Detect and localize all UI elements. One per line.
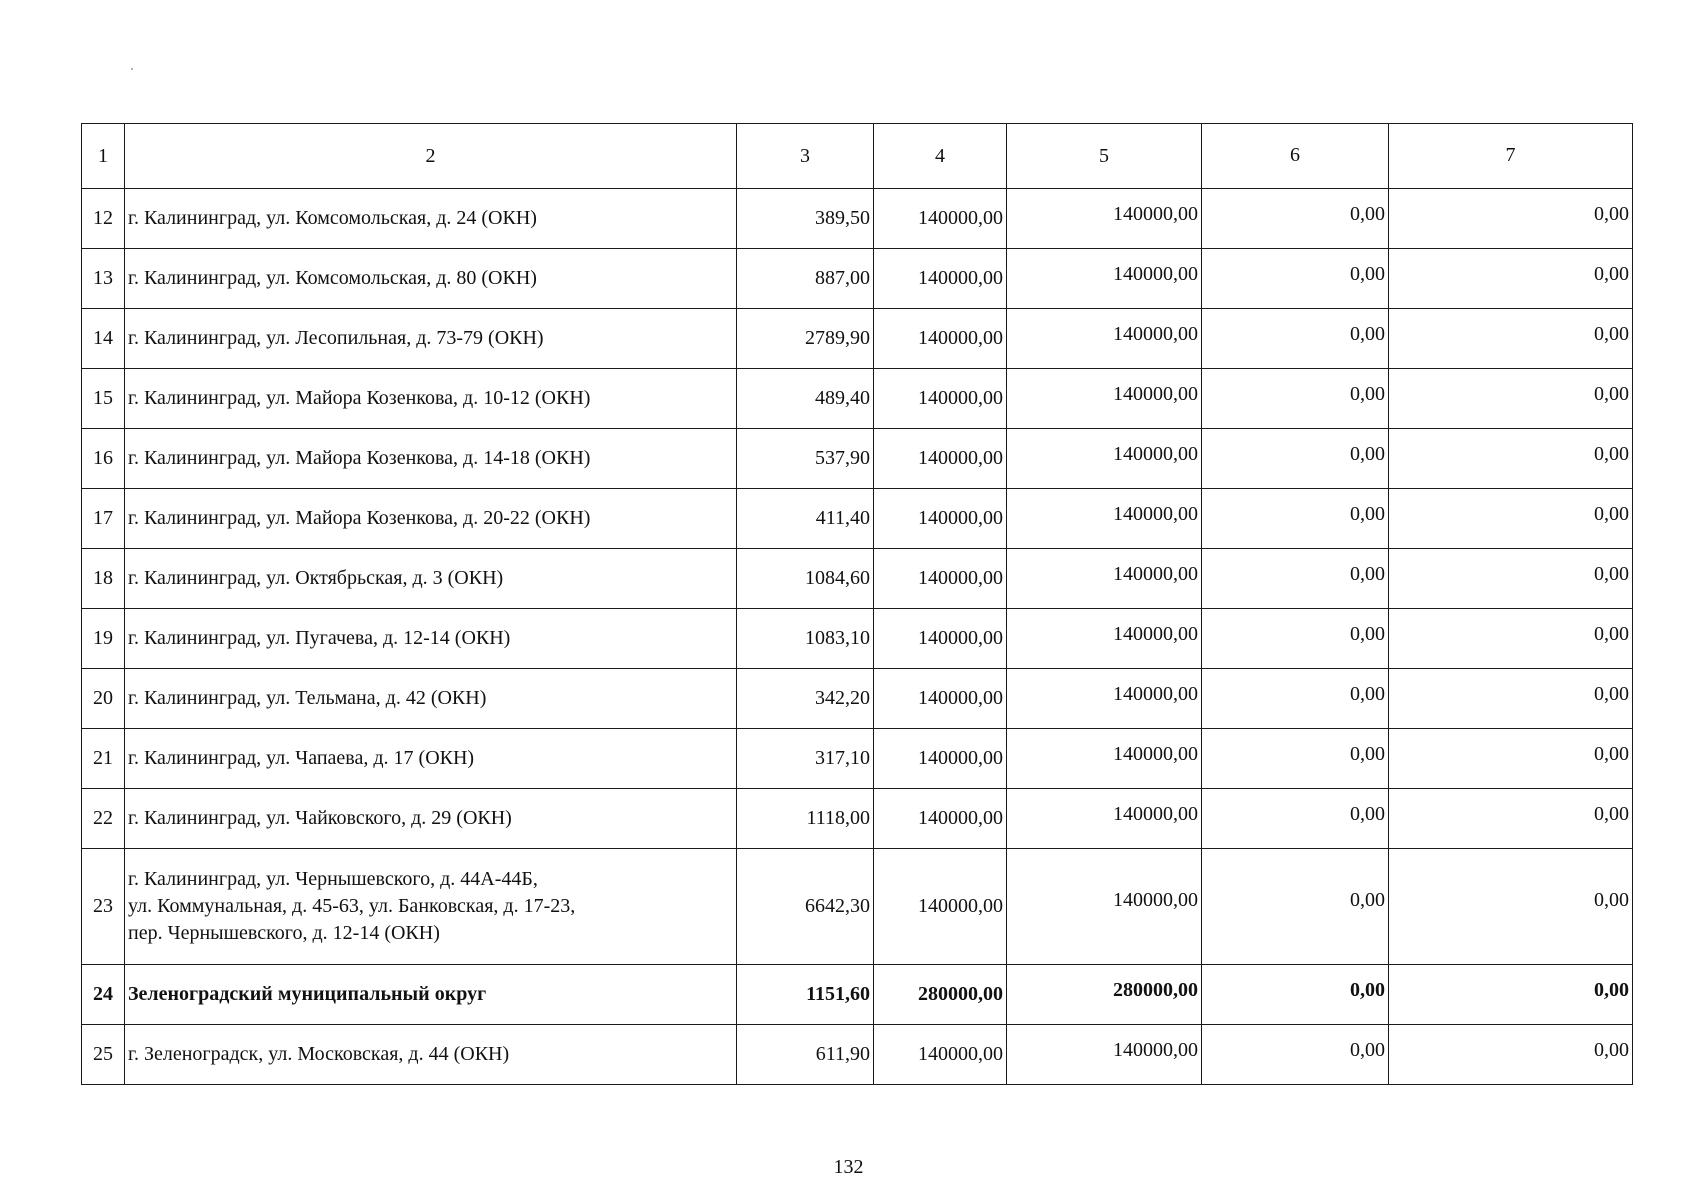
- amount-cell: 140000,00: [874, 429, 1007, 489]
- amount-cell: 140000,00: [1007, 729, 1202, 789]
- table-row: [82, 549, 1633, 609]
- amount-cell: 140000,00: [1007, 249, 1202, 309]
- address-line: ул. Коммунальная, д. 45-63, ул. Банковская, д. 17-23,: [128, 895, 576, 917]
- amount-cell: 0,00: [1202, 309, 1389, 369]
- row-number-cell: 12: [82, 189, 125, 249]
- header-cell: 6: [1202, 124, 1389, 189]
- amount-cell: 0,00: [1202, 249, 1389, 309]
- table-body: [82, 124, 1633, 1085]
- address-line: пер. Чернышевского, д. 12-14 (ОКН): [128, 922, 440, 944]
- row-number-cell: 23: [82, 849, 125, 965]
- amount-cell: 0,00: [1389, 789, 1633, 849]
- table-row: [82, 369, 1633, 429]
- amount-cell: 140000,00: [874, 549, 1007, 609]
- address-line: г. Калининград, ул. Комсомольская, д. 80 (ОКН): [128, 267, 537, 289]
- amount-cell: 280000,00: [874, 965, 1007, 1025]
- table-row: [82, 189, 1633, 249]
- table-row: [82, 609, 1633, 669]
- amount-cell: 0,00: [1202, 189, 1389, 249]
- amount-cell: 0,00: [1202, 609, 1389, 669]
- header-row: [82, 124, 1633, 189]
- row-number-cell: 18: [82, 549, 125, 609]
- amount-cell: 140000,00: [1007, 1025, 1202, 1085]
- row-number-cell: 16: [82, 429, 125, 489]
- table-row: [82, 249, 1633, 309]
- address-cell: [125, 1025, 737, 1085]
- amount-cell: 0,00: [1202, 489, 1389, 549]
- amount-cell: 140000,00: [874, 1025, 1007, 1085]
- area-cell: 1151,60: [737, 965, 874, 1025]
- header-cell: 1: [82, 124, 125, 189]
- header-cell: 5: [1007, 124, 1202, 189]
- amount-cell: 140000,00: [874, 669, 1007, 729]
- amount-cell: 140000,00: [1007, 789, 1202, 849]
- amount-cell: 140000,00: [1007, 369, 1202, 429]
- table-row: [82, 789, 1633, 849]
- amount-cell: 0,00: [1202, 965, 1389, 1025]
- table-row: [82, 849, 1633, 965]
- scan-speck: [131, 68, 133, 70]
- area-cell: 1084,60: [737, 549, 874, 609]
- area-cell: 1118,00: [737, 789, 874, 849]
- table-row: [82, 965, 1633, 1025]
- address-cell: [125, 309, 737, 369]
- amount-cell: 0,00: [1389, 549, 1633, 609]
- amount-cell: 140000,00: [874, 729, 1007, 789]
- row-number-cell: 24: [82, 965, 125, 1025]
- amount-cell: 140000,00: [1007, 429, 1202, 489]
- header-cell: 3: [737, 124, 874, 189]
- amount-cell: 280000,00: [1007, 965, 1202, 1025]
- amount-cell: 0,00: [1389, 309, 1633, 369]
- amount-cell: 140000,00: [874, 369, 1007, 429]
- address-cell: [125, 669, 737, 729]
- row-number-cell: 19: [82, 609, 125, 669]
- area-cell: 6642,30: [737, 849, 874, 965]
- row-number-cell: 13: [82, 249, 125, 309]
- amount-cell: 0,00: [1202, 729, 1389, 789]
- amount-cell: 0,00: [1389, 189, 1633, 249]
- address-line: г. Калининград, ул. Чернышевского, д. 44А-44Б,: [128, 868, 538, 890]
- amount-cell: 0,00: [1389, 669, 1633, 729]
- address-line: г. Калининград, ул. Лесопильная, д. 73-79 (ОКН): [128, 327, 544, 349]
- table-row: [82, 1025, 1633, 1085]
- amount-cell: 0,00: [1389, 429, 1633, 489]
- amount-cell: 0,00: [1389, 849, 1633, 965]
- row-number-cell: 25: [82, 1025, 125, 1085]
- row-number-cell: 15: [82, 369, 125, 429]
- amount-cell: 0,00: [1389, 369, 1633, 429]
- address-line: г. Калининград, ул. Майора Козенкова, д. 14-18 (ОКН): [128, 447, 591, 469]
- header-cell: 2: [125, 124, 737, 189]
- amount-cell: 140000,00: [874, 849, 1007, 965]
- amount-cell: 140000,00: [1007, 849, 1202, 965]
- address-line: г. Калининград, ул. Октябрьская, д. 3 (ОКН): [128, 567, 504, 589]
- address-cell: [125, 549, 737, 609]
- row-number-cell: 22: [82, 789, 125, 849]
- area-cell: 411,40: [737, 489, 874, 549]
- amount-cell: 0,00: [1389, 1025, 1633, 1085]
- amount-cell: 0,00: [1389, 729, 1633, 789]
- header-cell: 7: [1389, 124, 1633, 189]
- amount-cell: 0,00: [1202, 1025, 1389, 1085]
- table-row: [82, 309, 1633, 369]
- table-row: [82, 489, 1633, 549]
- area-cell: 537,90: [737, 429, 874, 489]
- amount-cell: 140000,00: [874, 789, 1007, 849]
- address-line: г. Калининград, ул. Майора Козенкова, д. 20-22 (ОКН): [128, 507, 591, 529]
- amount-cell: 0,00: [1202, 849, 1389, 965]
- table-row: [82, 429, 1633, 489]
- amount-cell: 0,00: [1389, 609, 1633, 669]
- amount-cell: 140000,00: [1007, 189, 1202, 249]
- amount-cell: 0,00: [1389, 965, 1633, 1025]
- address-cell: [125, 489, 737, 549]
- address-cell: [125, 369, 737, 429]
- area-cell: 2789,90: [737, 309, 874, 369]
- address-cell: [125, 429, 737, 489]
- area-cell: 342,20: [737, 669, 874, 729]
- amount-cell: 140000,00: [1007, 669, 1202, 729]
- area-cell: 317,10: [737, 729, 874, 789]
- row-number-cell: 17: [82, 489, 125, 549]
- address-line: г. Калининград, ул. Чайковского, д. 29 (ОКН): [128, 807, 512, 829]
- address-line: г. Зеленоградск, ул. Московская, д. 44 (ОКН): [128, 1043, 510, 1065]
- amount-cell: 140000,00: [1007, 549, 1202, 609]
- address-cell: [125, 849, 737, 965]
- amount-cell: 140000,00: [1007, 609, 1202, 669]
- address-cell: [125, 965, 737, 1025]
- amount-cell: 140000,00: [1007, 489, 1202, 549]
- row-number-cell: 20: [82, 669, 125, 729]
- address-line: г. Калининград, ул. Майора Козенкова, д. 10-12 (ОКН): [128, 387, 591, 409]
- address-cell: [125, 189, 737, 249]
- amount-cell: 140000,00: [874, 609, 1007, 669]
- amount-cell: 0,00: [1202, 789, 1389, 849]
- page-number: 132: [833, 1156, 864, 1178]
- address-line: Зеленоградский муниципальный округ: [128, 983, 487, 1005]
- address-cell: [125, 609, 737, 669]
- amount-cell: 0,00: [1202, 369, 1389, 429]
- amount-cell: 140000,00: [874, 189, 1007, 249]
- address-cell: [125, 729, 737, 789]
- table-row: [82, 669, 1633, 729]
- amount-cell: 140000,00: [1007, 309, 1202, 369]
- amount-cell: 0,00: [1202, 669, 1389, 729]
- row-number-cell: 21: [82, 729, 125, 789]
- area-cell: 1083,10: [737, 609, 874, 669]
- amount-cell: 0,00: [1389, 249, 1633, 309]
- address-line: г. Калининград, ул. Чапаева, д. 17 (ОКН): [128, 747, 475, 769]
- amount-cell: 140000,00: [874, 249, 1007, 309]
- area-cell: 611,90: [737, 1025, 874, 1085]
- address-cell: [125, 789, 737, 849]
- amount-cell: 140000,00: [874, 309, 1007, 369]
- area-cell: 389,50: [737, 189, 874, 249]
- amount-cell: 140000,00: [874, 489, 1007, 549]
- table-row: [82, 729, 1633, 789]
- address-line: г. Калининград, ул. Комсомольская, д. 24 (ОКН): [128, 207, 537, 229]
- area-cell: 489,40: [737, 369, 874, 429]
- address-line: г. Калининград, ул. Тельмана, д. 42 (ОКН): [128, 687, 487, 709]
- amount-cell: 0,00: [1202, 429, 1389, 489]
- amount-cell: 0,00: [1202, 549, 1389, 609]
- row-number-cell: 14: [82, 309, 125, 369]
- header-cell: 4: [874, 124, 1007, 189]
- address-cell: [125, 249, 737, 309]
- amount-cell: 0,00: [1389, 489, 1633, 549]
- address-line: г. Калининград, ул. Пугачева, д. 12-14 (ОКН): [128, 627, 511, 649]
- budget-table: [81, 123, 1633, 1085]
- area-cell: 887,00: [737, 249, 874, 309]
